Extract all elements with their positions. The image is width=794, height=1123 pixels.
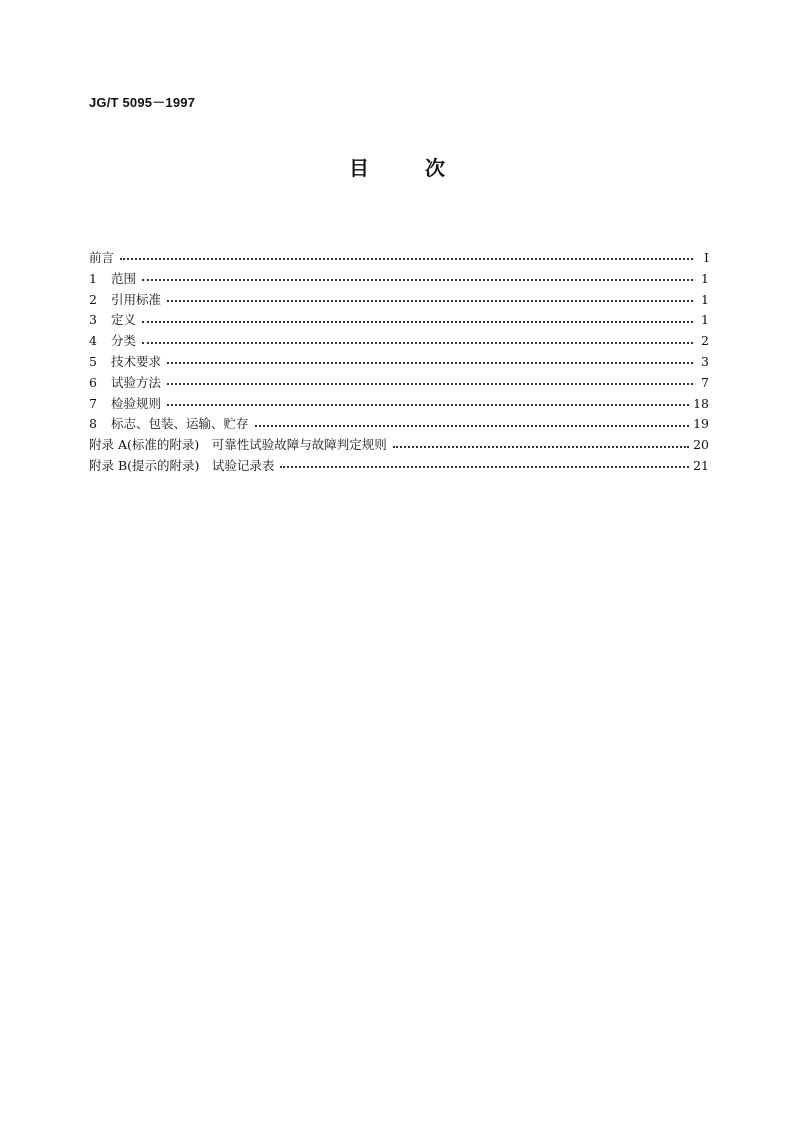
toc-entry-label: 定义 xyxy=(111,312,137,328)
toc-leader-dots xyxy=(142,279,693,281)
document-code: JG/T 5095－1997 xyxy=(89,95,196,110)
toc-entry-requirements[interactable] xyxy=(89,352,709,373)
toc-entry-label: 附录 A(标准的附录) 可靠性试验故障与故障判定规则 xyxy=(89,437,387,453)
toc-entry-label: 引用标准 xyxy=(111,291,162,307)
toc-entry-classification[interactable] xyxy=(89,331,709,352)
toc-entry-number: 2 xyxy=(89,291,97,307)
page-title-char-1: 目 xyxy=(349,156,369,180)
toc-leader-dots xyxy=(142,321,693,323)
toc-entry-page: 18 xyxy=(693,395,709,411)
toc-entry-foreword[interactable] xyxy=(89,248,709,269)
toc-entry-label: 检验规则 xyxy=(111,395,162,411)
table-of-contents xyxy=(89,248,709,477)
toc-entry-page: 20 xyxy=(693,437,709,453)
toc-entry-appendix-a[interactable] xyxy=(89,435,709,456)
toc-entry-number: 5 xyxy=(89,353,97,369)
toc-entry-label: 附录 B(提示的附录) 试验记录表 xyxy=(89,457,275,473)
toc-leader-dots xyxy=(167,383,693,385)
toc-entry-page: 21 xyxy=(693,457,709,473)
toc-entry-number: 7 xyxy=(89,395,97,411)
toc-leader-dots xyxy=(142,342,693,344)
toc-leader-dots xyxy=(120,258,693,260)
toc-entry-label: 分类 xyxy=(111,333,137,349)
toc-entry-number: 8 xyxy=(89,416,97,432)
toc-leader-dots xyxy=(167,362,693,364)
toc-entry-label: 前言 xyxy=(89,250,115,265)
toc-entry-page: I xyxy=(704,250,709,265)
toc-leader-dots xyxy=(393,446,689,448)
toc-entry-page: 7 xyxy=(701,374,709,390)
toc-entry-test-methods[interactable] xyxy=(89,373,709,394)
toc-leader-dots xyxy=(255,425,690,427)
toc-entry-page: 2 xyxy=(701,333,709,349)
toc-entry-label: 试验方法 xyxy=(111,374,162,390)
toc-leader-dots xyxy=(167,404,689,406)
page-title xyxy=(0,152,794,181)
toc-entry-number: 6 xyxy=(89,374,97,390)
toc-entry-page: 3 xyxy=(701,353,709,369)
toc-leader-dots xyxy=(167,300,693,302)
toc-entry-number: 1 xyxy=(89,270,97,286)
toc-entry-number: 4 xyxy=(89,333,97,349)
toc-entry-appendix-b[interactable] xyxy=(89,456,709,477)
page-title-char-2: 次 xyxy=(425,156,445,180)
toc-entry-marking-packaging[interactable] xyxy=(89,414,709,435)
toc-entry-page: 1 xyxy=(701,291,709,307)
toc-entry-definitions[interactable] xyxy=(89,310,709,331)
toc-entry-scope[interactable] xyxy=(89,269,709,290)
toc-entry-label: 范围 xyxy=(111,270,137,286)
toc-entry-page: 19 xyxy=(693,416,709,432)
toc-entry-references[interactable] xyxy=(89,290,709,311)
toc-entry-page: 1 xyxy=(701,312,709,328)
toc-entry-inspection-rules[interactable] xyxy=(89,394,709,415)
toc-leader-dots xyxy=(280,466,689,468)
toc-entry-number: 3 xyxy=(89,312,97,328)
toc-entry-page: 1 xyxy=(701,270,709,286)
toc-entry-label: 技术要求 xyxy=(111,353,162,369)
toc-entry-label: 标志、包装、运输、贮存 xyxy=(111,416,249,432)
